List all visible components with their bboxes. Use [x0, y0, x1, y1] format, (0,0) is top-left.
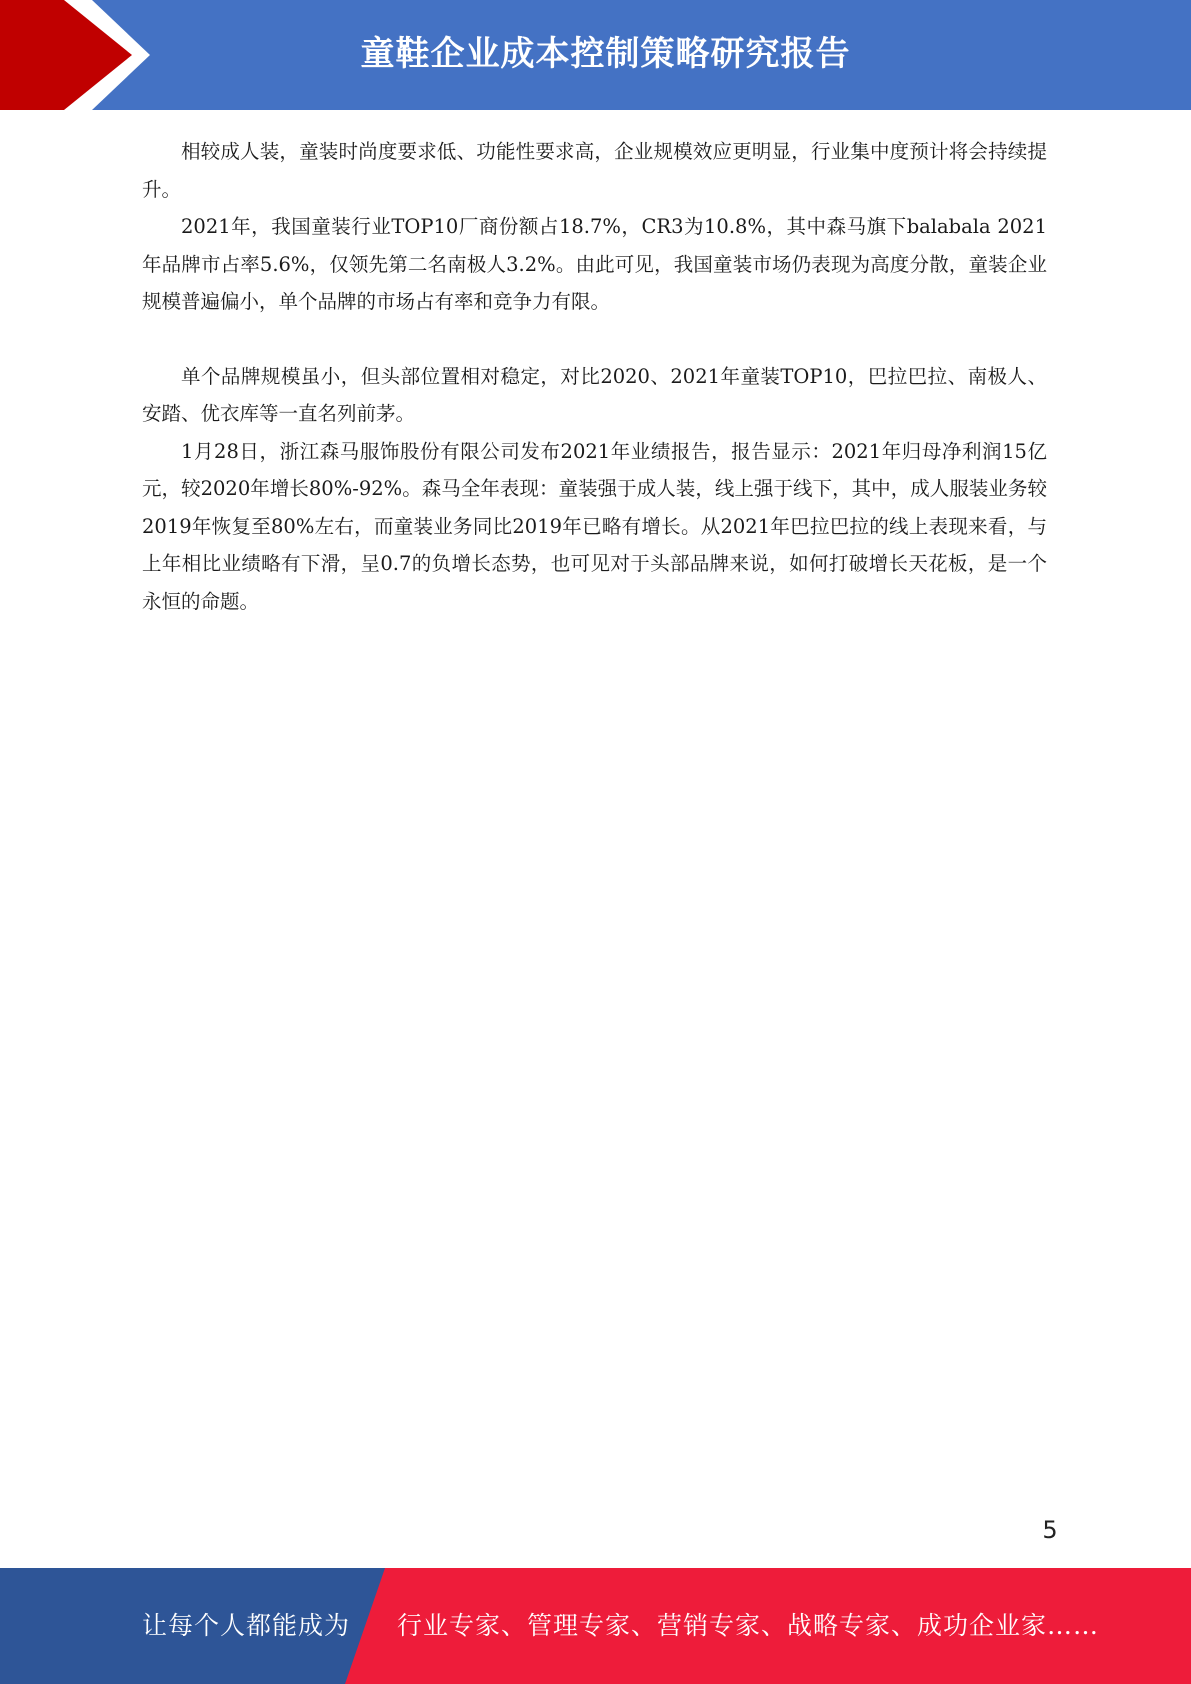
page-number: 5 [1042, 1516, 1058, 1544]
page-header [0, 0, 1191, 110]
body-paragraph: 单个品牌规模虽小，但头部位置相对稳定，对比2020、2021年童装TOP10，巴拉巴拉、南极人、安踏、优衣库等一直名列前茅。 [142, 364, 1047, 425]
footer-slogan-right: 行业专家、管理专家、营销专家、战略专家、成功企业家…… [397, 1611, 1100, 1640]
body-paragraph: 2021年，我国童装行业TOP10厂商份额占18.7%，CR3为10.8%，其中森马旗下balabala 2021年品牌市占率5.6%，仅领先第二名南极人3.2%。由此可见，我国童装市场仍表现为高度分散，童装企业规模普遍偏小，单个品牌的市场占有率和竞争力有限。 [142, 215, 1047, 313]
body-paragraph: 1月28日，浙江森马服饰股份有限公司发布2021年业绩报告，报告显示：2021年归母净利润15亿元，较2020年增长80%-92%。森马全年表现：童装强于成人装，线上强于线下，其中，成人服装业务较2019年恢复至80%左右，而童装业务同比2019年已略有增长。从2021年巴拉巴拉的线上表现来看，与上年相比业绩略有下滑，呈0.7的负增长态势，也可见对于头部品牌来说，如何打破增长天花板，是一个永恒的命题。 [142, 439, 1047, 613]
document-body [142, 133, 1047, 620]
footer-slogan-left: 让每个人都能成为 [142, 1611, 351, 1640]
page-footer [0, 1568, 1191, 1684]
body-paragraph: 相较成人装，童装时尚度要求低、功能性要求高，企业规模效应更明显，行业集中度预计将会持续提升。 [142, 140, 1047, 201]
document-title: 童鞋企业成本控制策略研究报告 [360, 34, 851, 74]
